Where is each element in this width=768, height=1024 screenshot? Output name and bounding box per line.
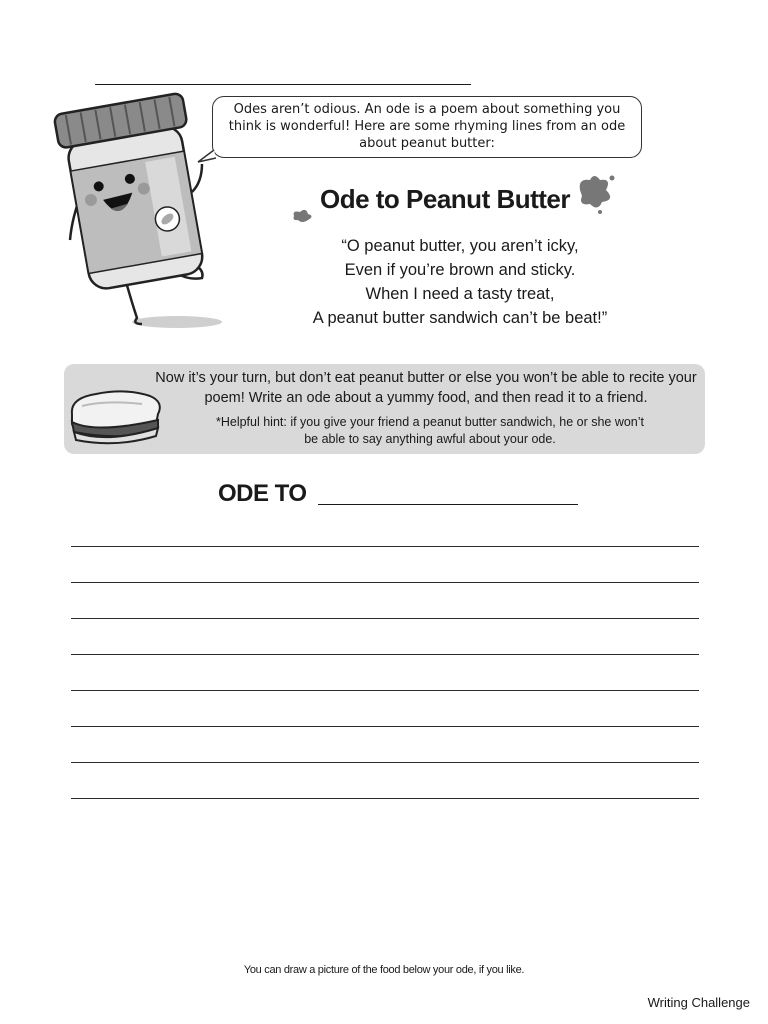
writing-line[interactable] xyxy=(71,690,699,691)
poem-line: A peanut butter sandwich can’t be beat!” xyxy=(312,309,608,327)
example-poem xyxy=(250,234,670,330)
writing-line[interactable] xyxy=(71,762,699,763)
writing-line[interactable] xyxy=(71,546,699,547)
ode-title-blank[interactable] xyxy=(318,504,578,505)
helpful-hint: *Helpful hint: if you give your friend a peanut butter sandwich, he or she won’t be able to say anything awful about your ode. xyxy=(215,415,645,446)
writing-line[interactable] xyxy=(71,726,699,727)
writing-line[interactable] xyxy=(71,654,699,655)
writing-line[interactable] xyxy=(71,582,699,583)
poem-line: “O peanut butter, you aren’t icky, xyxy=(341,237,579,255)
name-line[interactable] xyxy=(95,84,471,85)
instruction-text: Now it’s your turn, but don’t eat peanut butter or else you won’t be able to recite your poem! Write an ode about a yummy food, and then read it to a friend. xyxy=(155,370,697,406)
footer-label: Writing Challenge xyxy=(647,995,750,1010)
poem-title: Ode to Peanut Butter xyxy=(319,184,570,214)
poem-line: When I need a tasty treat, xyxy=(365,285,555,303)
drawing-note: You can draw a picture of the food below your ode, if you like. xyxy=(243,964,525,976)
writing-line[interactable] xyxy=(71,798,699,799)
ode-heading: ODE TO xyxy=(218,480,307,507)
writing-line[interactable] xyxy=(71,618,699,619)
speech-bubble: Odes aren’t odious. An ode is a poem about something you think is wonderful! Here are some rhyming lines from an ode about peanut butter: xyxy=(212,96,642,158)
poem-line: Even if you’re brown and sticky. xyxy=(344,261,576,279)
speech-bubble-tail-icon xyxy=(196,148,218,166)
peanut-butter-jar-mascot-icon xyxy=(52,92,232,332)
